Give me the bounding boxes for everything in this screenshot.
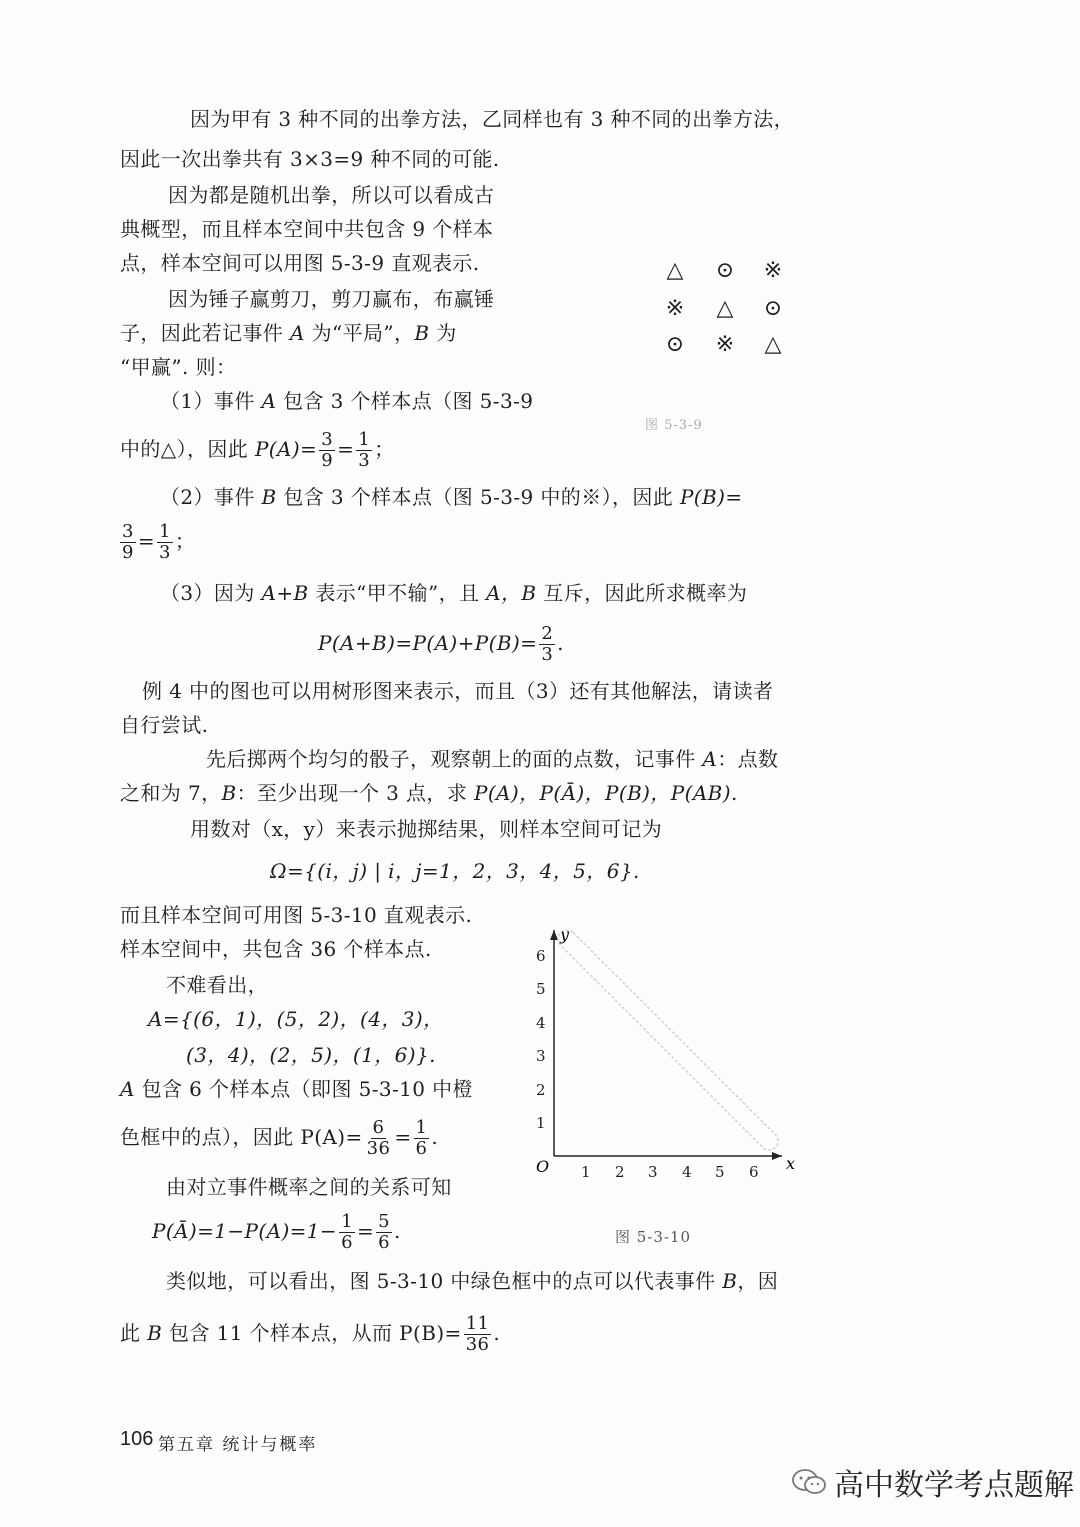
text-segment: 包含 11 个样本点，从而 P(B)= (162, 1321, 462, 1345)
math-var: B (147, 1321, 163, 1345)
numerator: 3 (122, 521, 134, 542)
text-line: “甲赢”. 则： (120, 355, 237, 379)
numerator: 11 (465, 1313, 490, 1334)
denominator: 36 (465, 1334, 490, 1355)
numerator: 1 (159, 521, 171, 542)
fraction (120, 522, 136, 563)
text-line: 因为甲有 3 种不同的出拳方法，乙同样也有 3 种不同的出拳方法， (190, 107, 795, 131)
text-segment: （3）因为 (160, 581, 262, 605)
text-line (160, 482, 742, 512)
text-line: 用数对（x，y）来表示抛掷结果，则样本空间可记为 (190, 817, 663, 841)
wechat-icon (790, 1467, 828, 1497)
circle-dot-symbol: ⊙ (665, 332, 685, 357)
text-line (120, 1314, 500, 1355)
denominator: 6 (341, 1232, 353, 1253)
circle-dot-symbol: ⊙ (715, 258, 735, 283)
text-line (120, 1074, 473, 1104)
math-expr: P(A+B)=P(A)+P(B)= (318, 631, 538, 655)
equals-sign: = (356, 1219, 375, 1243)
text-line: 点，样本空间可以用图 5-3-9 直观表示. (120, 251, 480, 275)
period: . (493, 1321, 501, 1345)
triangle-symbol: △ (666, 258, 684, 283)
text-line: 而且样本空间可用图 5-3-10 直观表示. (120, 903, 473, 927)
denominator: 3 (159, 542, 171, 563)
y-tick-label: 1 (536, 1114, 546, 1132)
text-line: 因为锤子赢剪刀，剪刀赢布，布赢锤 (168, 287, 495, 311)
fraction (339, 1212, 355, 1253)
fraction (539, 624, 555, 665)
period: . (557, 631, 564, 655)
text-segment: 互斥，因此所求概率为 (536, 581, 748, 605)
text-line: 因为都是随机出拳，所以可以看成古 (168, 183, 495, 207)
y-axis-label: y (560, 925, 570, 944)
fraction (365, 1118, 393, 1159)
text-segment: 包含 3 个样本点（图 5-3-9 (276, 389, 534, 413)
y-tick-label: 2 (536, 1081, 546, 1099)
math-line: (3，4)，(2，5)，(1，6)}. (186, 1043, 436, 1067)
math-var: A (261, 389, 277, 413)
numerator: 1 (341, 1211, 353, 1232)
math-line: A={(6，1)，(5，2)，(4，3)， (148, 1007, 444, 1031)
math-line: Ω={(i，j) | i，j=1，2，3，4，5，6}. (270, 859, 640, 883)
reference-mark-symbol: ※ (715, 332, 735, 357)
reference-mark-symbol: ※ (763, 258, 783, 283)
text-segment: 包含 3 个样本点（图 5-3-9 中的※），因此 (276, 485, 680, 509)
text-segment: （2）事件 (160, 485, 262, 509)
numerator: 6 (372, 1117, 385, 1138)
chapter-title: 第五章 统计与概率 (158, 1435, 318, 1455)
text-segment: 包含 6 个样本点（即图 5-3-10 中橙 (134, 1077, 473, 1101)
text-segment: 中的△），因此 (120, 437, 255, 461)
watermark-text: 高中数学考点题解 (834, 1468, 1074, 1503)
text-line (120, 430, 395, 471)
fraction (376, 1212, 392, 1253)
x-tick-label: 3 (648, 1163, 658, 1181)
math-var: A (702, 747, 718, 771)
x-tick-label: 4 (682, 1163, 692, 1181)
text-segment: 子，因此若记事件 (120, 321, 290, 345)
numerator: 2 (541, 623, 554, 644)
denominator: 36 (366, 1138, 391, 1159)
x-tick-label: 5 (715, 1163, 725, 1181)
denominator: 6 (378, 1232, 390, 1253)
equals-sign: = (337, 437, 355, 461)
figure-caption: 图 5-3-9 (645, 418, 703, 433)
fraction (356, 430, 372, 471)
triangle-symbol: △ (716, 296, 734, 321)
text-segment: 为“平局”， (304, 321, 415, 345)
math-expr: P(A)= (254, 437, 318, 461)
text-segment: 为 (429, 321, 457, 345)
period: . (393, 1219, 401, 1243)
text-line: 因此一次出拳共有 3×3=9 种不同的可能. (120, 147, 500, 171)
fraction (157, 522, 173, 563)
math-expr: P(Ā)=1−P(A)=1− (152, 1219, 338, 1243)
text-line (120, 318, 457, 348)
semicolon: ； (374, 437, 395, 461)
text-line (318, 624, 564, 665)
x-tick-label: 6 (749, 1163, 759, 1181)
numerator: 5 (378, 1211, 390, 1232)
denominator: 3 (541, 644, 554, 665)
fraction (414, 1118, 430, 1159)
denominator: 6 (415, 1138, 428, 1159)
x-tick-label: 1 (581, 1163, 591, 1181)
text-segment: 之和为 7， (120, 781, 222, 805)
y-tick-label: 5 (536, 980, 546, 998)
denominator: 9 (321, 450, 334, 471)
figure-caption: 图 5-3-10 (615, 1228, 692, 1246)
text-line (152, 1212, 401, 1253)
text-line: 不难看出， (166, 973, 268, 997)
event-a-box (554, 926, 782, 1154)
text-segment: ，因 (737, 1269, 779, 1293)
text-line (160, 386, 533, 416)
text-line (206, 744, 778, 774)
numerator: 3 (321, 429, 334, 450)
page-number: 106 (120, 1428, 154, 1450)
text-line: 样本空间中，共包含 36 个样本点. (120, 937, 432, 961)
math-var: B (261, 485, 277, 509)
text-line: 由对立事件概率之间的关系可知 (166, 1175, 452, 1199)
math-expr: P(A)，P(Ā)，P(B)，P(AB). (474, 781, 738, 805)
y-tick-label: 6 (536, 947, 546, 965)
text-segment: 先后掷两个均匀的骰子，观察朝上的面的点数，记事件 (206, 747, 703, 771)
equals-sign: = (394, 1125, 412, 1149)
origin-label: O (536, 1157, 550, 1176)
text-line (160, 578, 747, 608)
text-segment: （1）事件 (160, 389, 262, 413)
numerator: 1 (358, 429, 371, 450)
numerator: 1 (415, 1117, 428, 1138)
math-var: B (722, 1269, 738, 1293)
math-expr: A，B (486, 581, 537, 605)
text-line: 自行尝试. (120, 713, 209, 737)
text-line (120, 1118, 438, 1159)
text-segment: ：至少出现一个 3 点，求 (236, 781, 474, 805)
semicolon: ； (174, 529, 196, 553)
denominator: 9 (122, 542, 134, 563)
math-expr: P(B)= (679, 485, 743, 509)
y-tick-label: 4 (536, 1014, 546, 1032)
text-line (120, 778, 738, 808)
fraction (319, 430, 335, 471)
math-var: B (221, 781, 237, 805)
y-axis-arrow (550, 930, 558, 940)
equals-sign: = (137, 529, 156, 553)
reference-mark-symbol: ※ (665, 296, 685, 321)
circle-dot-symbol: ⊙ (763, 296, 783, 321)
text-line: 例 4 中的图也可以用树形图来表示，而且（3）还有其他解法，请读者 (142, 679, 774, 703)
text-segment: 表示“甲不输”，且 (308, 581, 487, 605)
text-line: 典概型，而且样本空间中共包含 9 个样本 (120, 217, 494, 241)
text-segment: 色框中的点），因此 P(A)= (120, 1125, 363, 1149)
triangle-symbol: △ (764, 332, 782, 357)
text-segment: 此 (120, 1321, 148, 1345)
coordinate-figure (520, 920, 810, 1185)
y-tick-label: 3 (536, 1047, 546, 1065)
x-tick-label: 2 (615, 1163, 625, 1181)
text-line (166, 1266, 778, 1296)
denominator: 3 (358, 450, 371, 471)
text-line (118, 522, 195, 563)
math-var: A (120, 1077, 135, 1101)
period: . (431, 1125, 439, 1149)
math-var: A (289, 321, 305, 345)
x-axis-arrow (772, 1152, 782, 1160)
math-var: B (414, 321, 430, 345)
x-axis-label: x (786, 1154, 796, 1173)
text-segment: ：点数 (717, 747, 779, 771)
math-expr: A+B (261, 581, 309, 605)
text-segment: 类似地，可以看出，图 5-3-10 中绿色框中的点可以代表事件 (166, 1269, 723, 1293)
watermark (790, 1460, 1074, 1504)
fraction (464, 1314, 492, 1355)
